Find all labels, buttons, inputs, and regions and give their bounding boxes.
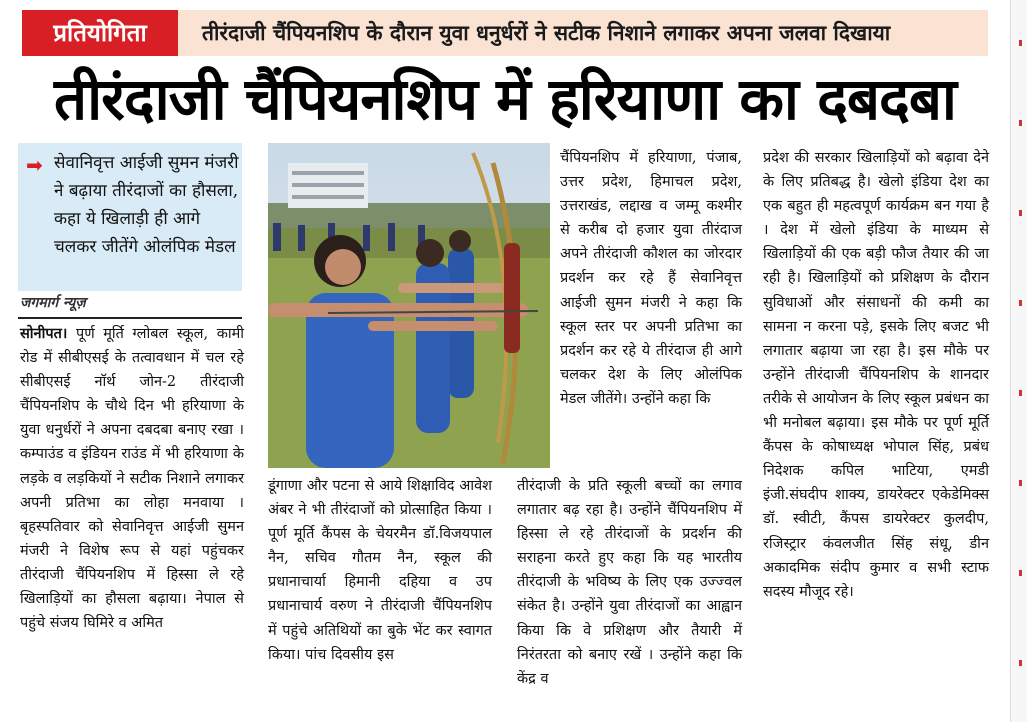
col3-bottom-text: तीरंदाजी के प्रति स्कूली बच्चों का लगाव लगातार बढ़ रहा है। उन्होंने चैंपियनशिप में हिस्सा ले रहे तीरंदाजों के प्रदर्शन की सराहना करते हुए कहा कि यह भारतीय तीरंदाजी के भविष्य के लिए एक उज्ज्वल संकेत है। उन्होंने युवा तीरंदाजों का आह्वान किया कि वे प्रशिक्षण और तैयारी में निरंतरता को बनाए रखें । उन्होंने कहा कि केंद्र व [517, 478, 742, 687]
col4-text: प्रदेश की सरकार खिलाड़ियों को बढ़ावा देने के लिए प्रतिबद्ध है। खेलो इंडिया देश का एक बहुत ही महत्वपूर्ण कार्यक्रम बन गया है । देश में खेलो इंडिया के माध्यम से खिलाड़ियों की एक बड़ी फौज तैयार की जा रही है। खिलाड़ियों को प्रशिक्षण के दौरान सुविधाओं और संसाधनों की कमी का सामना न करना पड़े, इसके लिए बजट भी लगातार बढ़ाया जा रहा है। इस मौके पर उन्होंने तीरंदाजी चैंपियनशिप के शानदार तरीके से आयोजन के लिए स्कूल प्रबंधन का भी मनोबल बढ़ाया। इस मौके पर पूर्ण मूर्ति कैंपस के कोषाध्यक्ष भोपाल सिंह, प्रबंध निदेशक कपिल भाटिया, एमडी इंजी.संघदीप शाक्य, डायरेक्टर एकेडेमिक्स डॉ. स्वीटी, कैंपस डायरेक्टर कुलदीप, रजिस्ट्रार कंवलजीत सिंह संधू, डीन अकादमिक संदीप कुमार व सभी स्टाफ सदस्य मौजूद रहे। [763, 150, 989, 600]
col2-text: डूंगाणा और पटना से आये शिक्षाविद आवेश अंबर ने भी तीरंदाजों को प्रोत्साहित किया । पूर्ण मूर्ति कैंपस के चेयरमैन डॉ.विजयपाल नैन, सचिव गौतम नैन, स्कूल की प्रधानाचार्या हिमानी दहिया व उप प्रधानाचार्य वरुण ने तीरंदाजी चैंपियनशिप में पहुंचे अतिथियों का बुके भेंट कर स्वागत किया। पांच दिवसीय इस [268, 478, 492, 663]
col1-text: पूर्ण मूर्ति ग्लोबल स्कूल, कामी रोड में सीबीएसई के तत्वावधान में चल रहे सीबीएसई नॉर्थ जोन-2 तीरंदाजी चैंपियनशिप के चौथे दिन भी हरियाणा के युवा धनुर्धरों ने अपना दबदबा बनाए रखा । कम्पाउंड व इंडियन राउंड में भी हरियाणा के लड़के व लड़कियों ने सटीक निशाने लगाकर अपनी प्रतिभा का लोहा मनवाया । बृहस्पतिवार को सेवानिवृत्त आईजी सुमन मंजरी ने विशेष रूप से यहां पहुंचकर तीरंदाजी चैंपियनशिप में हिस्सा ले रहे खिलाड़ियों का हौसला बढ़ाया। नेपाल से पहुंचे संजय घिमिरे व अमित [20, 326, 245, 632]
article-column-1 [20, 322, 244, 722]
section-tag: प्रतियोगिता [22, 10, 178, 56]
pull-quote-box [18, 143, 242, 291]
headline: तीरंदाजी चैंपियनशिप में हरियाणा का दबदबा [54, 65, 956, 133]
kicker-text: तीरंदाजी चैंपियनशिप के दौरान युवा धनुर्धरों ने सटीक निशाने लगाकर अपना जलवा दिखाया [202, 21, 891, 45]
kicker-bar [22, 10, 988, 56]
byline: जगमार्ग न्यूज़ [20, 295, 86, 311]
arrow-icon: ➡ [26, 153, 43, 177]
pull-quote: सेवानिवृत्त आईजी सुमन मंजरी ने बढ़ाया तीरंदाजों का हौसला, कहा ये खिलाड़ी ही आगे चलकर जीतेंगे ओलंपिक मेडल [54, 153, 239, 257]
archers-illustration [268, 143, 550, 468]
col3-top-text: चैंपियनशिप में हरियाणा, पंजाब, उत्तर प्रदेश, हिमाचल प्रदेश, उत्तराखंड, लद्दाख व जम्मू कश्मीर से करीब दो हजार युवा तीरंदाज अपने तीरंदाजी कौशल का जोरदार प्रदर्शन कर रहे हैं सेवानिवृत्त आईजी सुमन मंजरी ने कहा कि स्कूल स्तर पर अपनी प्रतिभा का प्रदर्शन कर रहे ये तीरंदाज ही आगे चलकर देश के लिए ओलंपिक मेडल जीतेंगे। उन्होंने कहा कि [560, 150, 742, 407]
article-column-3-top [560, 146, 742, 476]
dateline: सोनीपत। [20, 325, 68, 342]
article-column-2 [268, 474, 492, 719]
archery-photo [268, 143, 550, 468]
article-column-3-bottom [517, 474, 742, 719]
page-edge-strip [1010, 0, 1027, 722]
divider [18, 317, 242, 319]
article-column-4 [763, 146, 989, 721]
